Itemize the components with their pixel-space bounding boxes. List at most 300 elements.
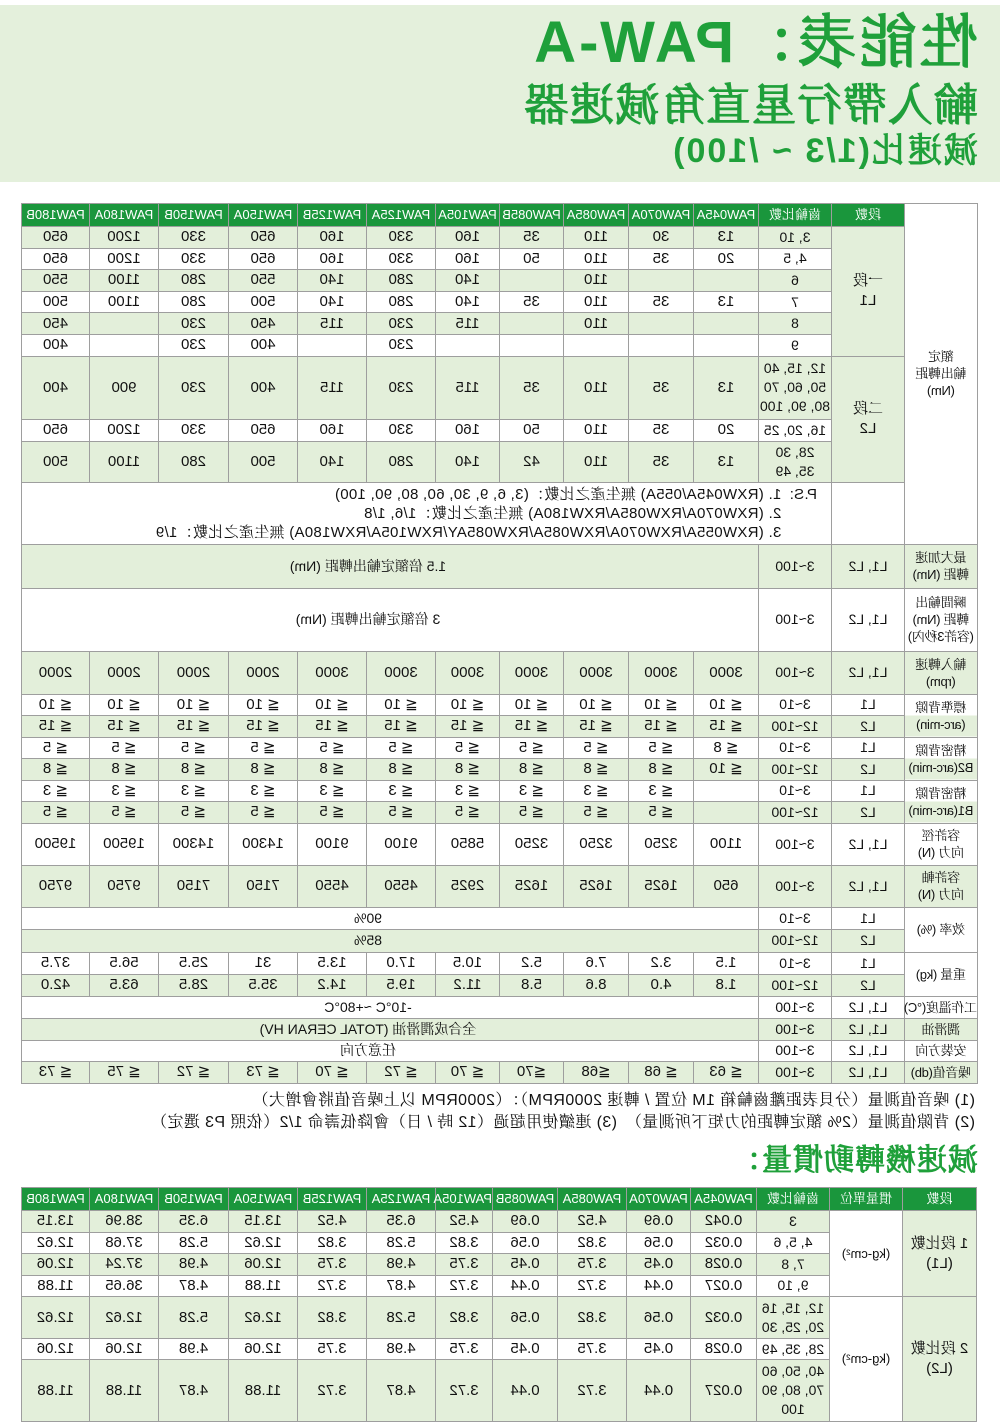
value-cell: 330 [159, 419, 229, 441]
gear-ratio-cell: 3~100 [759, 823, 832, 865]
column-header: 齒輪比數 [759, 204, 832, 227]
gear-ratio-line: 4, 5 [783, 250, 807, 267]
footnote: (1) 噪音值測量（分貝表距離齒輪箱 1M 位置 / 轉速 2000RPM）：（2000RPM 以上噪音值將會增大） [252, 1092, 975, 1109]
value-cell: ≦ 5 [90, 802, 159, 824]
gear-ratio-cell: 12~100 [759, 930, 832, 953]
table-row [22, 737, 978, 759]
value-cell: 25.5 [159, 952, 229, 974]
value-cell: 12.06 [229, 1254, 298, 1276]
stage-cell [903, 1297, 977, 1422]
value-cell: 4.52 [436, 1211, 493, 1233]
value-cell: 1.5 [694, 952, 759, 974]
model-column-header: PAW180B [22, 204, 90, 227]
value-cell: 13.15 [229, 1211, 298, 1233]
value-cell: 4.52 [298, 1211, 367, 1233]
table-row [22, 930, 978, 953]
value-cell: 3250 [500, 823, 564, 865]
row-label-line: 轉距 (Nm) [912, 567, 970, 583]
value-cell: ≦ 8 [694, 737, 759, 759]
merged-value-cell: 任意方向 [22, 1040, 759, 1061]
value-cell: 19.5 [367, 974, 436, 996]
value-cell: 13 [694, 441, 759, 482]
value-cell: 550 [22, 270, 90, 292]
value-cell: ≦68 [564, 1061, 629, 1083]
row-label [905, 1061, 978, 1083]
value-cell: 230 [367, 313, 436, 335]
merged-value-cell: 1.5 倍額定輸出轉距 (Nm) [22, 544, 759, 588]
stage-cell: L1 [832, 737, 905, 759]
value-cell: ≦ 10 [500, 694, 564, 716]
value-cell: ≦ 8 [367, 759, 436, 781]
value-cell: ≦ 5 [22, 802, 90, 824]
value-cell: 0.032 [691, 1297, 757, 1339]
row-label-line: 潤滑油 [921, 1021, 961, 1037]
row-label [905, 544, 978, 588]
stage-cell: L1, L2 [832, 1018, 905, 1040]
value-cell: ≦ 5 [90, 737, 159, 759]
value-cell: 12.06 [22, 1339, 90, 1360]
stage-cell: L1 [832, 694, 905, 716]
column-header: 段數 [903, 1188, 977, 1211]
row-label-line: 安裝方向 [915, 1043, 967, 1059]
value-cell: 3000 [564, 651, 629, 694]
value-cell: ≦ 5 [229, 737, 298, 759]
value-cell: ≦ 15 [90, 716, 159, 738]
row-label-line: 瞬間輸出 [915, 595, 967, 611]
value-cell: 650 [22, 248, 90, 270]
table-row [22, 802, 978, 824]
gear-ratio-line: 9 [791, 336, 799, 353]
value-cell: 900 [90, 356, 159, 419]
gear-ratio-cell [759, 334, 832, 356]
stage-line: (L1) [926, 1254, 953, 1272]
stage-cell: L2 [832, 930, 905, 953]
row-label-line: 額定 [928, 349, 954, 365]
value-cell: ≦ 8 [229, 759, 298, 781]
row-label-line: 輸出轉距 [915, 366, 967, 382]
value-cell: 0.56 [627, 1232, 691, 1254]
value-cell: 2000 [22, 651, 90, 694]
value-cell: 3.75 [298, 1339, 367, 1360]
gear-ratio-cell [759, 356, 832, 419]
value-cell: ≦ 8 [298, 759, 367, 781]
row-label-rated-torque [905, 204, 978, 545]
merged-value-cell: 85% [22, 930, 759, 953]
value-cell: 450 [229, 313, 298, 335]
value-cell: 400 [229, 356, 298, 419]
gear-ratio-cell [759, 227, 832, 249]
value-cell: 12.62 [90, 1297, 159, 1339]
value-cell: 330 [367, 248, 436, 270]
value-cell: 19500 [90, 823, 159, 865]
row-label [905, 1018, 978, 1040]
value-cell: 0.44 [493, 1275, 558, 1297]
value-cell: ≦ 10 [436, 694, 500, 716]
value-cell: 3.72 [298, 1275, 367, 1297]
column-header: 段數 [832, 204, 905, 227]
value-cell: 115 [436, 356, 500, 419]
value-cell: 4.52 [558, 1211, 627, 1233]
value-cell: 4.87 [367, 1275, 436, 1297]
value-cell: 500 [22, 441, 90, 482]
gear-ratio-line: 3, 10 [779, 228, 811, 245]
value-cell: 110 [564, 356, 629, 419]
value-cell [694, 780, 759, 802]
value-cell: 28.5 [159, 974, 229, 996]
gear-ratio-cell [757, 1232, 830, 1254]
value-cell: 11.88 [90, 1360, 159, 1422]
model-column-header: PAW085B [493, 1188, 558, 1211]
value-cell: 35 [629, 248, 694, 270]
value-cell: 35 [629, 441, 694, 482]
row-label-line: 轉距 (Nm) [912, 612, 970, 628]
value-cell: 13.5 [298, 952, 367, 974]
inertia-section-title: 減速機轉動慣量： [730, 1144, 978, 1177]
value-cell [694, 334, 759, 356]
value-cell: 110 [564, 313, 629, 335]
value-cell: ≦ 10 [629, 694, 694, 716]
value-cell: 12.06 [229, 1339, 298, 1360]
value-cell: 3.75 [436, 1254, 493, 1276]
value-cell: 9100 [367, 823, 436, 865]
value-cell: 35 [629, 291, 694, 313]
gear-ratio-cell: 3~100 [759, 865, 832, 907]
value-cell [694, 270, 759, 292]
value-cell: ≦ 10 [90, 694, 159, 716]
value-cell: 3.75 [436, 1339, 493, 1360]
value-cell: 56.5 [90, 952, 159, 974]
value-cell: 35 [629, 356, 694, 419]
stage-cell: L1 [832, 952, 905, 974]
value-cell: 280 [367, 270, 436, 292]
value-cell: 0.45 [493, 1339, 558, 1360]
value-cell: 35 [500, 356, 564, 419]
value-cell: 6.35 [159, 1211, 229, 1233]
value-cell: 0.027 [691, 1360, 757, 1422]
gear-ratio-cell: 3~100 [759, 1018, 832, 1040]
value-cell: 140 [436, 441, 500, 482]
value-cell: 4.0 [629, 974, 694, 996]
row-label [905, 780, 978, 823]
value-cell: 63.5 [90, 974, 159, 996]
value-cell [500, 313, 564, 335]
gear-ratio-line: 28, 30 [775, 443, 815, 460]
value-cell: 110 [564, 441, 629, 482]
table-row [22, 1061, 978, 1083]
gear-ratio-cell: 3~10 [759, 952, 832, 974]
value-cell: 4.98 [367, 1254, 436, 1276]
value-cell: 500 [229, 291, 298, 313]
value-cell: 37.5 [22, 952, 90, 974]
model-column-header: PAW070A [627, 1188, 691, 1211]
gear-ratio-cell [759, 248, 832, 270]
notes-prefix: P.S: [789, 485, 817, 503]
value-cell [90, 334, 159, 356]
value-cell: ≦ 15 [159, 716, 229, 738]
table-row [22, 588, 978, 651]
value-cell: 160 [298, 248, 367, 270]
row-label [905, 1040, 978, 1061]
value-cell: 3000 [629, 651, 694, 694]
value-cell: 5850 [436, 823, 500, 865]
value-cell: 5.8 [500, 974, 564, 996]
value-cell: 12.62 [22, 1232, 90, 1254]
value-cell: 3250 [564, 823, 629, 865]
value-cell: ≦ 5 [367, 737, 436, 759]
table-row [22, 544, 978, 588]
model-column-header: PAW180B [22, 1188, 90, 1211]
table-row [22, 1018, 978, 1040]
value-cell: 1200 [90, 419, 159, 441]
row-label [905, 651, 978, 694]
value-cell: 1200 [90, 227, 159, 249]
model-column-header: PAW085B [500, 204, 564, 227]
gear-ratio-cell: 3~100 [759, 544, 832, 588]
gear-ratio-line: 9, 10 [777, 1277, 809, 1294]
value-cell: 110 [564, 270, 629, 292]
row-label-line: (容許3秒內) [908, 629, 974, 645]
value-cell [500, 270, 564, 292]
value-cell: 14300 [159, 823, 229, 865]
value-cell: 17.0 [367, 952, 436, 974]
gear-ratio-cell [757, 1339, 830, 1360]
value-cell: 4.87 [159, 1360, 229, 1422]
model-column-header: PAW180A [90, 1188, 159, 1211]
value-cell: 330 [367, 419, 436, 441]
row-label [905, 996, 978, 1018]
value-cell: 12.06 [22, 1254, 90, 1276]
value-cell: ≦ 15 [22, 716, 90, 738]
table-row [22, 482, 978, 544]
table-row [22, 974, 978, 996]
value-cell: ≦ 8 [22, 759, 90, 781]
gear-ratio-cell [757, 1297, 830, 1339]
column-header: 慣量單位 [830, 1188, 903, 1211]
inertia-unit-cell: (kg-cm²) [830, 1297, 903, 1422]
stage-line: 2 段比數 [910, 1340, 969, 1357]
value-cell: ≦ 5 [629, 737, 694, 759]
merged-value-cell: -10°C ~+80°C [22, 996, 759, 1018]
gear-ratio-cell [757, 1275, 830, 1297]
value-cell: 110 [564, 291, 629, 313]
value-cell: 1100 [90, 270, 159, 292]
inertia-table [21, 1187, 977, 1422]
value-cell: 38.96 [90, 1211, 159, 1233]
value-cell: 140 [298, 291, 367, 313]
table-row [22, 907, 978, 930]
row-label-line: (rpm) [926, 673, 956, 689]
value-cell: 9100 [298, 823, 367, 865]
gear-ratio-line: 70, 80, 90 [761, 1382, 825, 1398]
value-cell: 0.45 [627, 1339, 691, 1360]
value-cell: 20 [694, 419, 759, 441]
value-cell: 36.65 [90, 1275, 159, 1297]
value-cell: 30 [629, 227, 694, 249]
value-cell: ≦ 8 [500, 759, 564, 781]
table-row [22, 865, 978, 907]
value-cell: ≦ 8 [90, 759, 159, 781]
stage-cell: L1, L2 [832, 865, 905, 907]
value-cell: 4550 [367, 865, 436, 907]
value-cell: 14300 [229, 823, 298, 865]
value-cell: 3.82 [436, 1232, 493, 1254]
value-cell: 2000 [90, 651, 159, 694]
inertia-unit-cell: (kg-cm²) [830, 1211, 903, 1297]
value-cell: ≦ 72 [159, 1061, 229, 1083]
value-cell: ≦ 75 [90, 1061, 159, 1083]
value-cell: ≦ 5 [22, 737, 90, 759]
page-title: 性能表：PAW-A [531, 10, 978, 75]
value-cell: 12.62 [22, 1297, 90, 1339]
table-row [22, 204, 978, 227]
stage-cell: L1 [832, 907, 905, 930]
gear-ratio-cell [759, 291, 832, 313]
value-cell: 115 [298, 356, 367, 419]
performance-table [21, 203, 978, 1084]
gear-ratio-line: 40, 50, 60 [761, 1363, 825, 1379]
gear-ratio-cell: 3~100 [759, 996, 832, 1018]
value-cell: 1625 [564, 865, 629, 907]
model-column-header: PAW125B [298, 1188, 367, 1211]
value-cell: 11.88 [229, 1275, 298, 1297]
value-cell: 31 [229, 952, 298, 974]
value-cell: 230 [159, 334, 229, 356]
value-cell: 3.72 [436, 1275, 493, 1297]
gear-ratio-cell [757, 1360, 830, 1422]
value-cell: 4.87 [367, 1360, 436, 1422]
row-label-line: 工作溫度(°C) [904, 999, 977, 1015]
value-cell: 0.56 [493, 1297, 558, 1339]
table-row [22, 227, 978, 249]
gear-ratio-cell [759, 313, 832, 335]
stage-cell [832, 356, 905, 482]
value-cell: 4.98 [159, 1339, 229, 1360]
value-cell: ≦ 15 [629, 716, 694, 738]
gear-ratio-line: 35, 49 [775, 462, 815, 479]
ratio-range: 減速比(1/3 ~ /100) [671, 132, 978, 170]
value-cell: 0.45 [493, 1254, 558, 1276]
value-cell: ≦ 10 [564, 694, 629, 716]
stage-cell: L2 [832, 802, 905, 824]
value-cell: 3000 [694, 651, 759, 694]
value-cell: 11.88 [22, 1360, 90, 1422]
value-cell: 7150 [159, 865, 229, 907]
value-cell: 140 [298, 441, 367, 482]
value-cell: 3.75 [298, 1254, 367, 1276]
model-column-header: PAW105A [436, 204, 500, 227]
value-cell: ≦ 15 [298, 716, 367, 738]
value-cell [629, 313, 694, 335]
value-cell: ≦ 10 [694, 759, 759, 781]
gear-ratio-line: 12, 15, 40 [763, 360, 827, 377]
value-cell: 0.032 [691, 1232, 757, 1254]
table-row [22, 952, 978, 974]
gear-ratio-cell: 3~10 [759, 907, 832, 930]
stage-cell: L2 [832, 974, 905, 996]
value-cell: 6.35 [367, 1211, 436, 1233]
value-cell: 330 [367, 227, 436, 249]
value-cell: ≦ 73 [229, 1061, 298, 1083]
gear-ratio-cell: 3~100 [759, 588, 832, 651]
value-cell: 0.44 [627, 1360, 691, 1422]
notes-list [156, 485, 782, 542]
gear-ratio-line: 50, 60, 70 [763, 379, 827, 396]
stage-line: 1 段比數 [910, 1234, 969, 1252]
value-cell: ≦ 8 [159, 759, 229, 781]
row-label-line: 向力 (N) [918, 845, 964, 861]
value-cell: 0.69 [627, 1211, 691, 1233]
value-cell: 35 [500, 291, 564, 313]
value-cell: 400 [22, 356, 90, 419]
value-cell: 280 [367, 291, 436, 313]
value-cell: 1625 [500, 865, 564, 907]
merged-value-cell: 全合成潤滑油 (TOTAL CERAN HV) [22, 1018, 759, 1040]
footnotes [151, 1090, 975, 1134]
value-cell: ≦ 5 [564, 737, 629, 759]
value-cell: ≦ 10 [22, 694, 90, 716]
value-cell: ≦ 5 [367, 802, 436, 824]
table-row [22, 996, 978, 1018]
value-cell: 115 [298, 313, 367, 335]
gear-ratio-cell: 3~100 [759, 1040, 832, 1061]
stage-cell: L1, L2 [832, 544, 905, 588]
gear-ratio-cell: 12~100 [759, 802, 832, 824]
value-cell: 3.75 [558, 1339, 627, 1360]
row-label-line: 精密背隙 [915, 785, 967, 801]
row-label [905, 737, 978, 780]
value-cell: 230 [159, 313, 229, 335]
row-label-line: 輸入轉速 [915, 656, 967, 672]
row-label-line: 重量 (kg) [916, 966, 966, 982]
value-cell: 0.45 [627, 1254, 691, 1276]
model-column-header: PAW125A [367, 1188, 436, 1211]
value-cell: 1200 [90, 248, 159, 270]
gear-ratio-cell: 3~10 [759, 694, 832, 716]
value-cell: 1100 [694, 823, 759, 865]
value-cell: 37.24 [90, 1254, 159, 1276]
value-cell: 19500 [22, 823, 90, 865]
gear-ratio-cell: 3~100 [759, 651, 832, 694]
table-row [22, 1040, 978, 1061]
value-cell [436, 334, 500, 356]
row-label-line: 精密背隙 [915, 742, 967, 758]
gear-ratio-line: 6 [791, 271, 799, 288]
value-cell [90, 313, 159, 335]
note-item: 3. (RXW055A/RXW070A/RXW085A/RXW085AY/RXW105A/RXW180A) 無生產之比數：1/9 [155, 523, 782, 541]
model-column-header: PAW105A [436, 1188, 493, 1211]
value-cell: 4.98 [367, 1339, 436, 1360]
row-label-line: (Nm) [927, 383, 955, 399]
gear-ratio-line: 80, 90, 100 [759, 398, 831, 415]
value-cell: ≦ 3 [629, 780, 694, 802]
value-cell: 110 [564, 248, 629, 270]
value-cell: ≦ 68 [629, 1061, 694, 1083]
merged-value-cell: 90% [22, 907, 759, 930]
value-cell: 20 [694, 248, 759, 270]
value-cell: 3000 [367, 651, 436, 694]
value-cell: ≦ 5 [500, 802, 564, 824]
value-cell: ≦ 15 [367, 716, 436, 738]
value-cell: 140 [436, 270, 500, 292]
value-cell: 9750 [22, 865, 90, 907]
gear-ratio-cell [759, 270, 832, 292]
value-cell: ≦ 8 [436, 759, 500, 781]
stage-cell: L1, L2 [832, 1061, 905, 1083]
model-column-header: PAW125B [298, 204, 367, 227]
value-cell: 140 [436, 291, 500, 313]
stage-cell [903, 1211, 977, 1297]
model-column-header: PAW150A [229, 204, 298, 227]
